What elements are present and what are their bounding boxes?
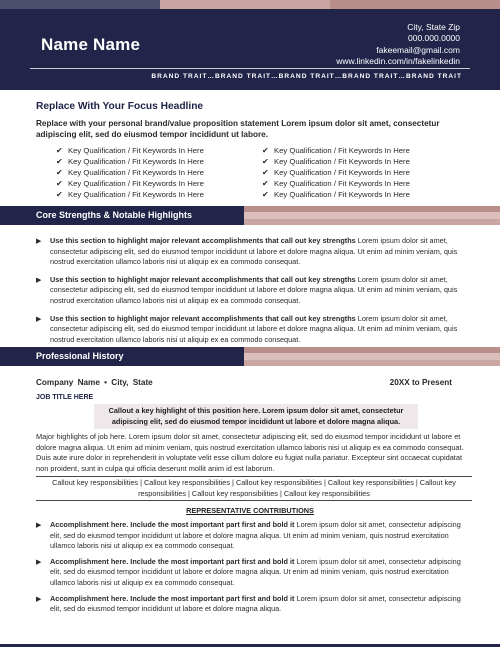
checkmark-icon: ✔ <box>262 146 269 155</box>
triangle-bullet-icon: ▶ <box>36 558 42 566</box>
brand-traits: BRAND TRAIT…BRAND TRAIT…BRAND TRAIT…BRAND TRAIT…BRAND TRAIT <box>151 73 462 80</box>
key-responsibilities: Callout key responsibilities | Callout key responsibilities | Callout key responsibilities | Callout key responsibilities | Callout key responsibilities | Callout key responsibilities | Callout key responsibilities <box>36 476 472 501</box>
triangle-bullet-icon: ▶ <box>36 595 42 603</box>
job-title: JOB TITLE HERE <box>36 394 94 401</box>
triangle-bullet-icon: ▶ <box>36 315 42 323</box>
job-summary: Major highlights of job here. Lorem ipsum dolor sit amet, consectetur adipiscing elit, sed do eiusmod tempor incididunt ut labore et dolore magna aliqua. Ut enim ad minim veniam, quis nostrud exercitation ullamco laboris nisi ut aliquip ex ea commodo consequat. Duis aute irure dolor in reprehenderit in voluptate velit esse cillum dolore eu fugiat nulla pariatur. Excepteur sint occaecat cupidatat non proident, sunt in culpa qui officia deserunt mollit anim id est laborum. <box>36 432 464 474</box>
list-item: ✔ Key Qualification / Fit Keywords In Here <box>56 168 204 177</box>
checkmark-icon: ✔ <box>56 168 63 177</box>
list-item: ✔ Key Qualification / Fit Keywords In Here <box>56 157 204 166</box>
list-item: ✔ Key Qualification / Fit Keywords In Here <box>262 168 410 177</box>
checkmark-icon: ✔ <box>56 179 63 188</box>
resume-header <box>0 9 500 90</box>
list-item: ✔ Key Qualification / Fit Keywords In Here <box>262 146 410 155</box>
checkmark-icon: ✔ <box>56 157 63 166</box>
value-statement: Replace with your personal brand/value proposition statement Lorem ipsum dolor sit amet, consectetur adipiscing elit, sed do eiusmod tempor incididunt ut labore. <box>36 119 440 140</box>
list-item: ▶ Use this section to highlight major relevant accomplishments that call out key strengths Lorem ipsum dolor sit amet, consectetur adipiscing elit, sed do eiusmod tempor incididunt ut labore et dolore magna aliqua. Ut enim ad minim veniam, quis nostrud exercitation ullamco laboris nisi ut aliquip ex ea commodo consequat. <box>36 236 458 267</box>
qualifications-left <box>56 145 204 200</box>
strengths-section-bar <box>0 206 500 225</box>
candidate-name: Name Name <box>41 35 141 54</box>
contributions-heading: REPRESENTATIVE CONTRIBUTIONS <box>186 506 314 515</box>
list-item: ✔ Key Qualification / Fit Keywords In Here <box>262 179 410 188</box>
top-color-strip <box>0 0 500 9</box>
triangle-bullet-icon: ▶ <box>36 238 42 245</box>
checkmark-icon: ✔ <box>56 190 63 199</box>
list-item: ▶ Accomplishment here. Include the most important part first and bold it Lorem ipsum dolor sit amet, consectetur adipiscing elit, sed do eiusmod tempor incididunt ut labore et dolore magna aliqua. Ut enim ad minim veniam, quis nostrud exercitation ullamco laboris nisi ut aliquip ex ea commodo consequat. <box>36 556 461 587</box>
contact-email[interactable]: fakeemail@gmail.com <box>376 44 460 55</box>
list-item: ▶ Use this section to highlight major relevant accomplishments that call out key strengths Lorem ipsum dolor sit amet, consectetur adipiscing elit, sed do eiusmod tempor incididunt ut labore et dolore magna aliqua. Ut enim ad minim veniam, quis nostrud exercitation ullamco laboris nisi ut aliquip ex ea commodo consequat. <box>36 274 458 305</box>
checkmark-icon: ✔ <box>262 190 269 199</box>
contact-location: City, State Zip <box>407 22 460 32</box>
company-name: Company Name • City, State <box>36 378 153 387</box>
list-item: ▶ Accomplishment here. Include the most important part first and bold it Lorem ipsum dolor sit amet, consectetur adipiscing elit, sed do eiusmod tempor incididunt ut labore et dolore magna aliqua. <box>36 593 461 614</box>
triangle-bullet-icon: ▶ <box>36 276 42 284</box>
contributions-list <box>36 520 472 615</box>
list-item: ✔ Key Qualification / Fit Keywords In Here <box>56 179 204 188</box>
triangle-bullet-icon: ▶ <box>36 522 42 529</box>
checkmark-icon: ✔ <box>262 157 269 166</box>
list-item: ▶ Use this section to highlight major relevant accomplishments that call out key strengths Lorem ipsum dolor sit amet, consectetur adipiscing elit, sed do eiusmod tempor incididunt ut labore et dolore magna aliqua. Ut enim ad minim veniam, quis nostrud exercitation ullamco laboris nisi ut aliquip ex ea commodo consequat. <box>36 313 458 344</box>
section-title-strengths: Core Strengths & Notable Highlights <box>36 210 193 220</box>
list-item: ✔ Key Qualification / Fit Keywords In Here <box>262 190 410 199</box>
header-divider <box>30 68 470 69</box>
history-section-bar <box>0 347 500 366</box>
contact-linkedin[interactable]: www.linkedin.com/in/fakelinkedin <box>336 56 460 67</box>
qualifications-right <box>262 145 410 200</box>
contact-phone: 000.000.0000 <box>408 33 460 44</box>
focus-headline: Replace With Your Focus Headline <box>36 101 204 112</box>
checkmark-icon: ✔ <box>262 179 269 188</box>
section-title-history: Professional History <box>36 351 124 361</box>
contact-block <box>336 22 460 68</box>
checkmark-icon: ✔ <box>262 168 269 177</box>
list-item: ✔ Key Qualification / Fit Keywords In Here <box>262 157 410 166</box>
list-item: ▶ Accomplishment here. Include the most important part first and bold it Lorem ipsum dolor sit amet, consectetur adipiscing elit, sed do eiusmod tempor incididunt ut labore et dolore magna aliqua. Ut enim ad minim veniam, quis nostrud exercitation ullamco laboris nisi ut aliquip ex ea commodo consequat. <box>36 520 461 551</box>
employment-dates: 20XX to Present <box>389 378 452 387</box>
strengths-list <box>36 236 472 345</box>
checkmark-icon: ✔ <box>56 146 63 155</box>
list-item: ✔ Key Qualification / Fit Keywords In Here <box>56 190 204 199</box>
list-item: ✔ Key Qualification / Fit Keywords In Here <box>56 146 204 155</box>
job-callout: Callout a key highlight of this position here. Lorem ipsum dolor sit amet, consectetur adipiscing elit, sed do eiusmod tempor incididunt ut labore et dolore magna aliqua. <box>94 404 418 429</box>
